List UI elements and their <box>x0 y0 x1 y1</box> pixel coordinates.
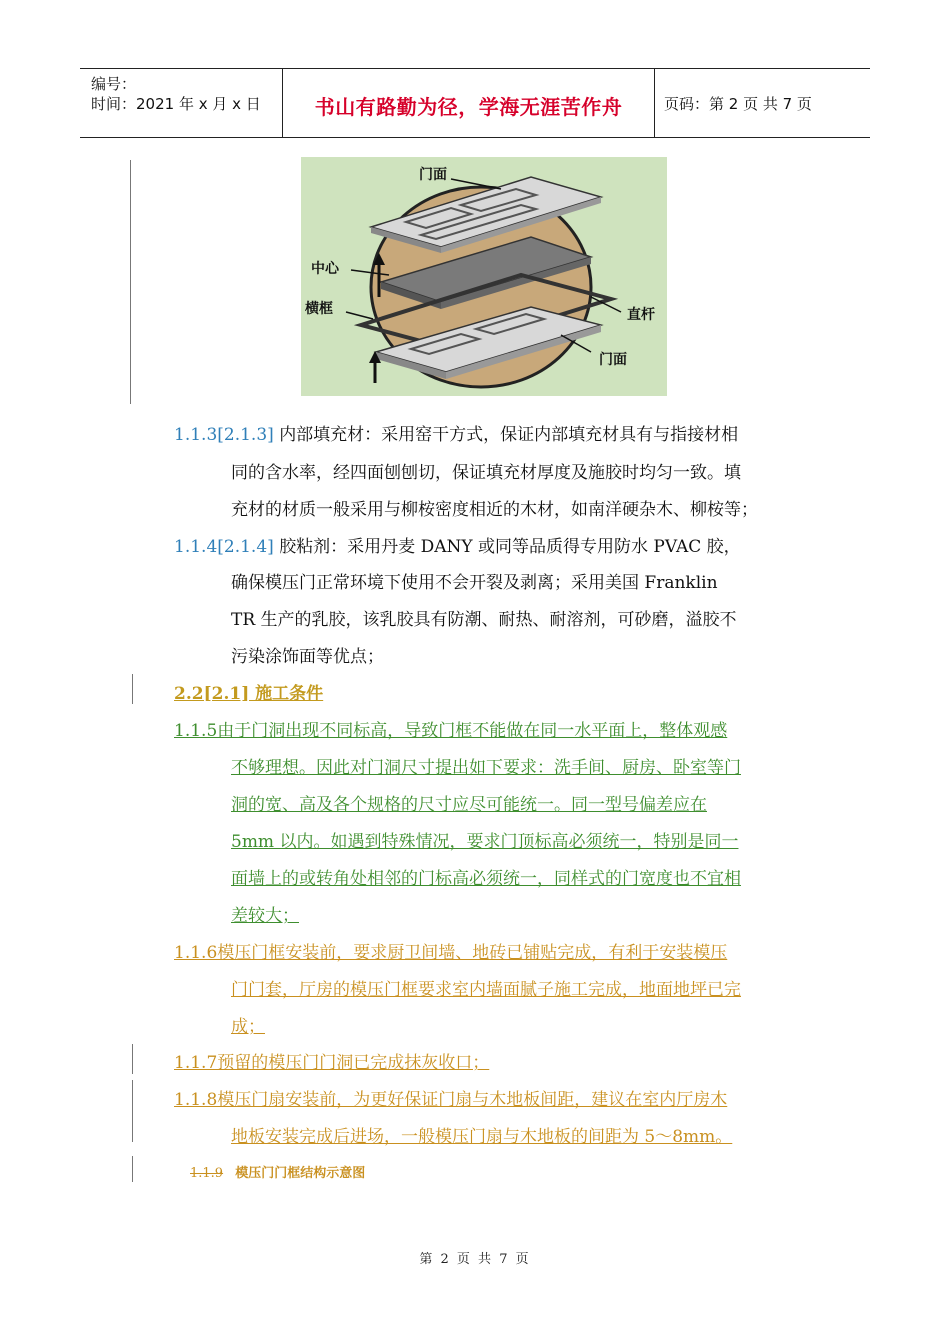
paragraph-1-1-5-line-2: 不够理想。因此对门洞尺寸提出如下要求：洗手间、厨房、卧室等门 <box>231 758 741 778</box>
paragraph-1-1-9: 1.1.9 模压门门框结构示意图 <box>190 1166 366 1181</box>
change-bar <box>132 1044 133 1074</box>
time-label: 时间：2021 年 x 月 x 日 <box>91 95 261 113</box>
header-motto-cell <box>283 69 655 137</box>
door-structure-figure <box>301 157 667 396</box>
paragraph-number: 1.1.4[2.1.4] <box>174 537 274 557</box>
paragraph-1-1-7: 1.1.7预留的模压门门洞已完成抹灰收口； <box>174 1053 490 1073</box>
paragraph-1-1-4-line-1: 1.1.4[2.1.4] 胶粘剂：采用丹麦 DANY 或同等品质得专用防水 PVAC 胶， <box>174 537 741 557</box>
paragraph-1-1-3-line-2: 同的含水率，经四面刨刨切，保证填充材厚度及施胶时均匀一致。填 <box>231 463 741 483</box>
paragraph-1-1-6-line-3: 成； <box>231 1017 265 1037</box>
change-bar <box>132 1080 133 1142</box>
paragraph-1-1-5-line-1: 1.1.5由于门洞出现不同标高，导致门框不能做在同一水平面上，整体观感 <box>174 721 728 741</box>
paragraph-1-1-4-line-2: 确保模压门正常环境下使用不会开裂及剥离；采用美国 Franklin <box>231 573 718 593</box>
change-bar <box>132 1156 133 1182</box>
paragraph-1-1-6-line-1: 1.1.6模压门框安装前，要求厨卫间墙、地砖已铺贴完成，有利于安装模压 <box>174 943 728 963</box>
motto: 书山有路勤为径，学海无涯苦作舟 <box>314 95 623 119</box>
label-stile: 直杆 <box>627 307 655 323</box>
paragraph-1-1-8-line-2: 地板安装完成后进场，一般模压门扇与木地板的间距为 5～8mm。 <box>231 1127 733 1147</box>
header-meta-cell <box>80 69 283 137</box>
paragraph-1-1-5-line-3: 洞的宽、高及各个规格的尺寸应尽可能统一。同一型号偏差应在 <box>231 795 707 815</box>
paragraph-1-1-3-line-3: 充材的材质一般采用与柳桉密度相近的木材，如南洋硬杂木、柳桉等； <box>231 500 758 520</box>
paragraph-1-1-8-line-1: 1.1.8模压门扇安装前，为更好保证门扇与木地板间距，建议在室内厅房木 <box>174 1090 728 1110</box>
paragraph-number-struck: 1.1.9 <box>190 1166 224 1181</box>
change-bar <box>130 160 131 404</box>
page-info: 页码：第 2 页 共 7 页 <box>664 95 812 113</box>
header-page-cell <box>655 69 870 137</box>
label-rail: 横框 <box>305 301 333 317</box>
label-top-face: 门面 <box>419 167 447 183</box>
change-bar <box>132 674 133 704</box>
page-header <box>80 68 870 138</box>
paragraph-number: 1.1.3[2.1.3] <box>174 425 274 445</box>
label-bottom-face: 门面 <box>599 352 627 368</box>
paragraph-1-1-6-line-2: 门门套，厅房的模压门框要求室内墙面腻子施工完成，地面地坪已完 <box>231 980 741 1000</box>
section-heading-construction-conditions: 2.2[2.1] 施工条件 <box>174 684 324 704</box>
paragraph-1-1-5-line-5: 面墙上的或转角处相邻的门标高必须统一，同样式的门宽度也不宜相 <box>231 869 741 889</box>
page-footer: 第 2 页 共 7 页 <box>419 1252 531 1267</box>
paragraph-1-1-4-line-3: TR 生产的乳胶，该乳胶具有防潮、耐热、耐溶剂，可砂磨，溢胶不 <box>231 610 737 630</box>
number-label: 编号： <box>91 75 137 93</box>
paragraph-1-1-5-line-6: 差较大； <box>231 906 299 926</box>
paragraph-1-1-4-line-4: 污染涂饰面等优点； <box>231 647 384 667</box>
door-structure-diagram <box>301 157 667 396</box>
paragraph-1-1-5-line-4: 5mm 以内。如遇到特殊情况，要求门顶标高必须统一，特别是同一 <box>231 832 739 852</box>
label-core: 中心 <box>311 261 339 277</box>
paragraph-1-1-3-line-1: 1.1.3[2.1.3] 内部填充材：采用窑干方式，保证内部填充材具有与指接材相 <box>174 425 739 445</box>
